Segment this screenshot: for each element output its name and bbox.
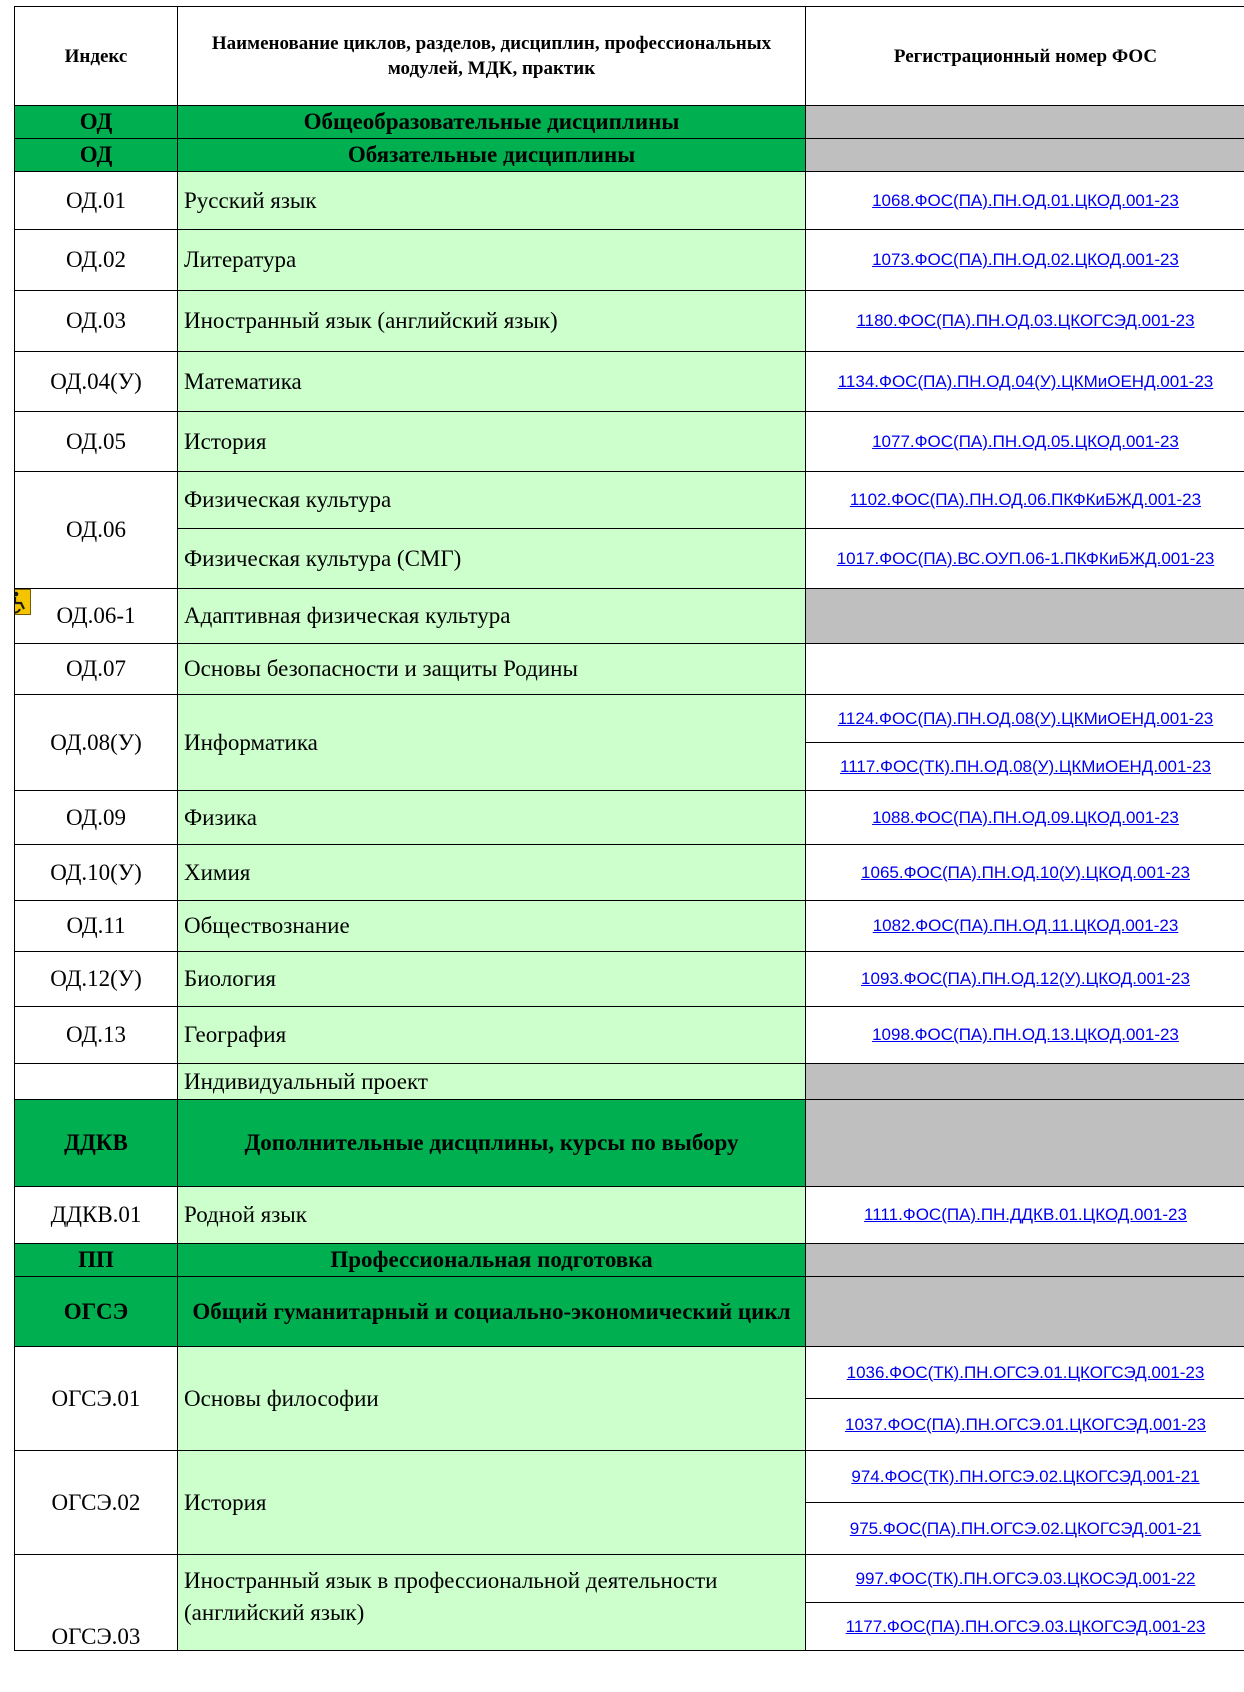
table-row xyxy=(15,644,1244,695)
row-index: ОД.12(У) xyxy=(15,952,178,1007)
row-fos xyxy=(806,1399,1244,1451)
fos-link[interactable]: 1037.ФОС(ПА).ПН.ОГСЭ.01.ЦКОГСЭД.001-23 xyxy=(845,1414,1206,1434)
table-row xyxy=(15,901,1244,952)
row-fos-empty xyxy=(806,1064,1244,1100)
row-fos xyxy=(806,845,1244,901)
row-fos xyxy=(806,412,1244,472)
fos-link[interactable]: 1180.ФОС(ПА).ПН.ОД.03.ЦКОГСЭД.001-23 xyxy=(856,311,1195,330)
fos-link[interactable]: 1017.ФОС(ПА).ВС.ОУП.06-1.ПКФКиБЖД.001-23 xyxy=(836,548,1215,568)
table-row xyxy=(15,952,1244,1007)
fos-link[interactable]: 1036.ФОС(ТК).ПН.ОГСЭ.01.ЦКОГСЭД.001-23 xyxy=(846,1362,1205,1382)
header-row xyxy=(15,7,1244,106)
header-fos: Регистрационный номер ФОС xyxy=(806,7,1244,106)
section-name: Общеобразовательные дисциплины xyxy=(178,106,806,139)
row-fos xyxy=(806,352,1244,412)
table-row xyxy=(15,172,1244,230)
row-name: История xyxy=(178,412,806,472)
table-row xyxy=(15,352,1244,412)
row-name: Физическая культура (СМГ) xyxy=(178,529,806,589)
table-row xyxy=(15,1451,1244,1503)
fos-link[interactable]: 1073.ФОС(ПА).ПН.ОД.02.ЦКОД.001-23 xyxy=(872,250,1179,269)
row-fos xyxy=(806,743,1244,791)
section-fos-empty xyxy=(806,1100,1244,1187)
table-row xyxy=(15,291,1244,352)
row-fos xyxy=(806,901,1244,952)
row-name: Родной язык xyxy=(178,1187,806,1244)
fos-link[interactable]: 1177.ФОС(ПА).ПН.ОГСЭ.03.ЦКОГСЭД.001-23 xyxy=(845,1616,1206,1636)
row-fos-empty xyxy=(806,644,1244,695)
row-index-cell xyxy=(15,589,178,644)
section-index: ОД xyxy=(15,106,178,139)
section-index: ОД xyxy=(15,139,178,172)
fos-link[interactable]: 1111.ФОС(ПА).ПН.ДДКВ.01.ЦКОД.001-23 xyxy=(864,1205,1187,1224)
row-name: Иностранный язык (английский язык) xyxy=(178,291,806,352)
row-fos xyxy=(806,1603,1244,1651)
section-fos-empty xyxy=(806,106,1244,139)
section-fos-empty xyxy=(806,1277,1244,1347)
fos-link[interactable]: 1088.ФОС(ПА).ПН.ОД.09.ЦКОД.001-23 xyxy=(872,807,1179,827)
row-index: ОГСЭ.02 xyxy=(15,1451,178,1555)
fos-link[interactable]: 1102.ФОС(ПА).ПН.ОД.06.ПКФКиБЖД.001-23 xyxy=(849,490,1202,509)
row-name: Индивидуальный проект xyxy=(178,1064,806,1100)
section-fos-empty xyxy=(806,1244,1244,1277)
row-fos xyxy=(806,291,1244,352)
row-index: ОГСЭ.03 xyxy=(15,1555,178,1651)
row-index: ОГСЭ.01 xyxy=(15,1347,178,1451)
fos-link[interactable]: 975.ФОС(ПА).ПН.ОГСЭ.02.ЦКОГСЭД.001-21 xyxy=(849,1518,1202,1538)
table-row xyxy=(15,230,1244,291)
row-name: Основы философии xyxy=(178,1347,806,1451)
section-row-od-general xyxy=(15,106,1244,139)
row-name: История xyxy=(178,1451,806,1555)
row-index: ОД.08(У) xyxy=(15,695,178,791)
row-fos xyxy=(806,695,1244,743)
table-row xyxy=(15,845,1244,901)
row-fos xyxy=(806,1187,1244,1244)
row-index: ОД.07 xyxy=(15,644,178,695)
table-row xyxy=(15,529,1244,589)
fos-link[interactable]: 974.ФОС(ТК).ПН.ОГСЭ.02.ЦКОГСЭД.001-21 xyxy=(851,1466,1200,1486)
fos-link[interactable]: 1124.ФОС(ПА).ПН.ОД.08(У).ЦКМиОЕНД.001-23 xyxy=(837,708,1214,728)
row-name: Основы безопасности и защиты Родины xyxy=(178,644,806,695)
fos-link[interactable]: 1065.ФОС(ПА).ПН.ОД.10(У).ЦКОД.001-23 xyxy=(861,862,1190,882)
header-index: Индекс xyxy=(15,7,178,106)
table-row xyxy=(15,589,1244,644)
row-index: ОД.04(У) xyxy=(15,352,178,412)
fos-link[interactable]: 1098.ФОС(ПА).ПН.ОД.13.ЦКОД.001-23 xyxy=(872,1025,1179,1044)
row-index: ОД.06 xyxy=(15,472,178,589)
row-fos xyxy=(806,472,1244,529)
fos-link[interactable]: 1134.ФОС(ПА).ПН.ОД.04(У).ЦКМиОЕНД.001-23 xyxy=(837,371,1214,391)
table-row xyxy=(15,1187,1244,1244)
row-fos xyxy=(806,952,1244,1007)
row-name: Русский язык xyxy=(178,172,806,230)
row-name: Биология xyxy=(178,952,806,1007)
row-index: ОД.09 xyxy=(15,791,178,845)
row-index: ДДКВ.01 xyxy=(15,1187,178,1244)
row-fos xyxy=(806,1007,1244,1064)
row-fos-empty xyxy=(806,589,1244,644)
row-name: Химия xyxy=(178,845,806,901)
row-name: Адаптивная физическая культура xyxy=(178,589,806,644)
row-index: ОД.10(У) xyxy=(15,845,178,901)
table-row xyxy=(15,1347,1244,1399)
fos-link[interactable]: 1117.ФОС(ТК).ПН.ОД.08(У).ЦКМиОЕНД.001-23 xyxy=(840,756,1211,776)
fos-link[interactable]: 997.ФОС(ТК).ПН.ОГСЭ.03.ЦКОСЭД.001-22 xyxy=(855,1568,1196,1588)
row-name: Информатика xyxy=(178,695,806,791)
section-index: ПП xyxy=(15,1244,178,1277)
row-fos xyxy=(806,1503,1244,1555)
row-name: Иностранный язык в профессиональной деятельности (английский язык) xyxy=(178,1555,806,1651)
row-name: Литература xyxy=(178,230,806,291)
section-row-ddkv xyxy=(15,1100,1244,1187)
table-row xyxy=(15,1007,1244,1064)
section-name: Общий гуманитарный и социально-экономический цикл xyxy=(178,1277,806,1347)
row-fos xyxy=(806,791,1244,845)
section-index: ОГСЭ xyxy=(15,1277,178,1347)
section-fos-empty xyxy=(806,139,1244,172)
row-name: География xyxy=(178,1007,806,1064)
section-name: Дополнительные дисцплины, курсы по выбору xyxy=(178,1100,806,1187)
table-row xyxy=(15,1555,1244,1603)
section-row-od-required xyxy=(15,139,1244,172)
row-fos xyxy=(806,529,1244,589)
header-name: Наименование циклов, разделов, дисциплин, профессиональных модулей, МДК, практик xyxy=(178,7,806,106)
wheelchair-accessibility-icon xyxy=(15,589,32,615)
row-index: ОД.02 xyxy=(15,230,178,291)
fos-link[interactable]: 1093.ФОС(ПА).ПН.ОД.12(У).ЦКОД.001-23 xyxy=(861,969,1190,988)
table-row xyxy=(15,791,1244,845)
table-row xyxy=(15,412,1244,472)
fos-link[interactable]: 1068.ФОС(ПА).ПН.ОД.01.ЦКОД.001-23 xyxy=(872,190,1179,210)
row-name: Физическая культура xyxy=(178,472,806,529)
row-fos xyxy=(806,1451,1244,1503)
section-name: Профессиональная подготовка xyxy=(178,1244,806,1277)
table-row xyxy=(15,472,1244,529)
row-index: ОД.13 xyxy=(15,1007,178,1064)
section-row-ogse xyxy=(15,1277,1244,1347)
row-index-empty xyxy=(15,1064,178,1100)
row-index: ОД.01 xyxy=(15,172,178,230)
row-index: ОД.03 xyxy=(15,291,178,352)
section-row-pp xyxy=(15,1244,1244,1277)
row-index: ОД.11 xyxy=(15,901,178,952)
row-name: Физика xyxy=(178,791,806,845)
row-fos xyxy=(806,1555,1244,1603)
fos-link[interactable]: 1077.ФОС(ПА).ПН.ОД.05.ЦКОД.001-23 xyxy=(872,431,1179,451)
section-index: ДДКВ xyxy=(15,1100,178,1187)
row-index: ОД.05 xyxy=(15,412,178,472)
row-index: ОД.06-1 xyxy=(56,603,136,628)
table-row xyxy=(15,695,1244,743)
row-fos xyxy=(806,172,1244,230)
fos-table xyxy=(14,6,1244,1651)
row-fos xyxy=(806,230,1244,291)
table-row xyxy=(15,1064,1244,1100)
section-name: Обязательные дисциплины xyxy=(178,139,806,172)
row-name: Обществознание xyxy=(178,901,806,952)
fos-link[interactable]: 1082.ФОС(ПА).ПН.ОД.11.ЦКОД.001-23 xyxy=(872,916,1179,935)
row-name: Математика xyxy=(178,352,806,412)
row-fos xyxy=(806,1347,1244,1399)
